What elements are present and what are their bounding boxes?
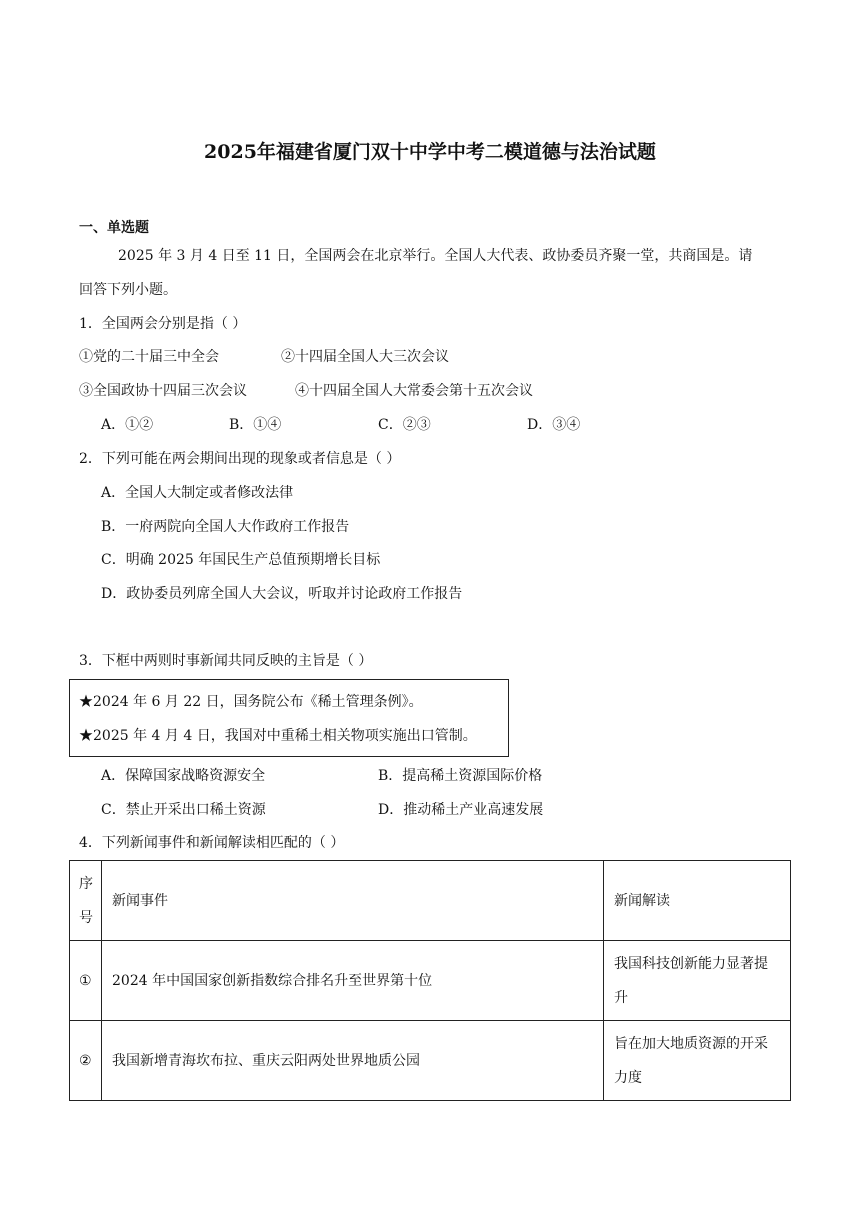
q3-option-d: D．推动稀土产业高速发展 [378, 802, 544, 818]
section-heading: 一、单选题 [79, 220, 149, 236]
q2-option-d: D．政协委员列席全国人大会议，听取并讨论政府工作报告 [101, 586, 463, 602]
q1-item-4: ④十四届全国人大常委会第十五次会议 [295, 383, 533, 399]
q2-option-c: C．明确 2025 年国民生产总值预期增长目标 [101, 552, 381, 568]
q1-option-d: D．③④ [527, 417, 581, 433]
row-number: ② [70, 1021, 102, 1101]
q4-stem: 4．下列新闻事件和新闻解读相匹配的（ ） [79, 835, 345, 851]
header-event: 新闻事件 [102, 861, 604, 941]
news-table [69, 860, 791, 1101]
header-number: 序号 [70, 861, 102, 941]
q1-item-2: ②十四届全国人大三次会议 [281, 349, 449, 365]
row-event: 我国新增青海坎布拉、重庆云阳两处世界地质公园 [102, 1021, 604, 1101]
q2-option-a: A．全国人大制定或者修改法律 [101, 485, 294, 501]
q1-stem: 1．全国两会分别是指（ ） [79, 316, 247, 332]
q3-option-b: B．提高稀土资源国际价格 [378, 768, 543, 784]
q1-option-c: C．②③ [378, 417, 431, 433]
row-reading: 旨在加大地质资源的开采力度 [604, 1021, 791, 1101]
q3-news-2: ★2025 年 4 月 4 日，我国对中重稀土相关物项实施出口管制。 [79, 728, 477, 744]
table-header-row [70, 861, 791, 941]
q2-stem: 2．下列可能在两会期间出现的现象或者信息是（ ） [79, 451, 401, 467]
header-reading: 新闻解读 [604, 861, 791, 941]
q2-option-b: B．一府两院向全国人大作政府工作报告 [101, 519, 350, 535]
table-row [70, 941, 791, 1021]
q3-option-a: A．保障国家战略资源安全 [101, 768, 266, 784]
intro-line-2: 回答下列小题。 [79, 282, 177, 298]
q1-item-1: ①党的二十届三中全会 [79, 349, 219, 365]
intro-line-1: 2025 年 3 月 4 日至 11 日，全国两会在北京举行。全国人大代表、政协委员齐聚一堂，共商国是。请 [118, 248, 753, 264]
row-reading: 我国科技创新能力显著提升 [604, 941, 791, 1021]
page-title: 2025年福建省厦门双十中学中考二模道德与法治试题 [204, 141, 656, 163]
table-row [70, 1021, 791, 1101]
row-event: 2024 年中国国家创新指数综合排名升至世界第十位 [102, 941, 604, 1021]
q1-option-b: B．①④ [229, 417, 282, 433]
q3-option-c: C．禁止开采出口稀土资源 [101, 802, 266, 818]
row-number: ① [70, 941, 102, 1021]
q3-stem: 3．下框中两则时事新闻共同反映的主旨是（ ） [79, 653, 373, 669]
q1-option-a: A．①② [101, 417, 154, 433]
q3-news-1: ★2024 年 6 月 22 日，国务院公布《稀土管理条例》。 [79, 694, 423, 710]
q1-item-3: ③全国政协十四届三次会议 [79, 383, 247, 399]
